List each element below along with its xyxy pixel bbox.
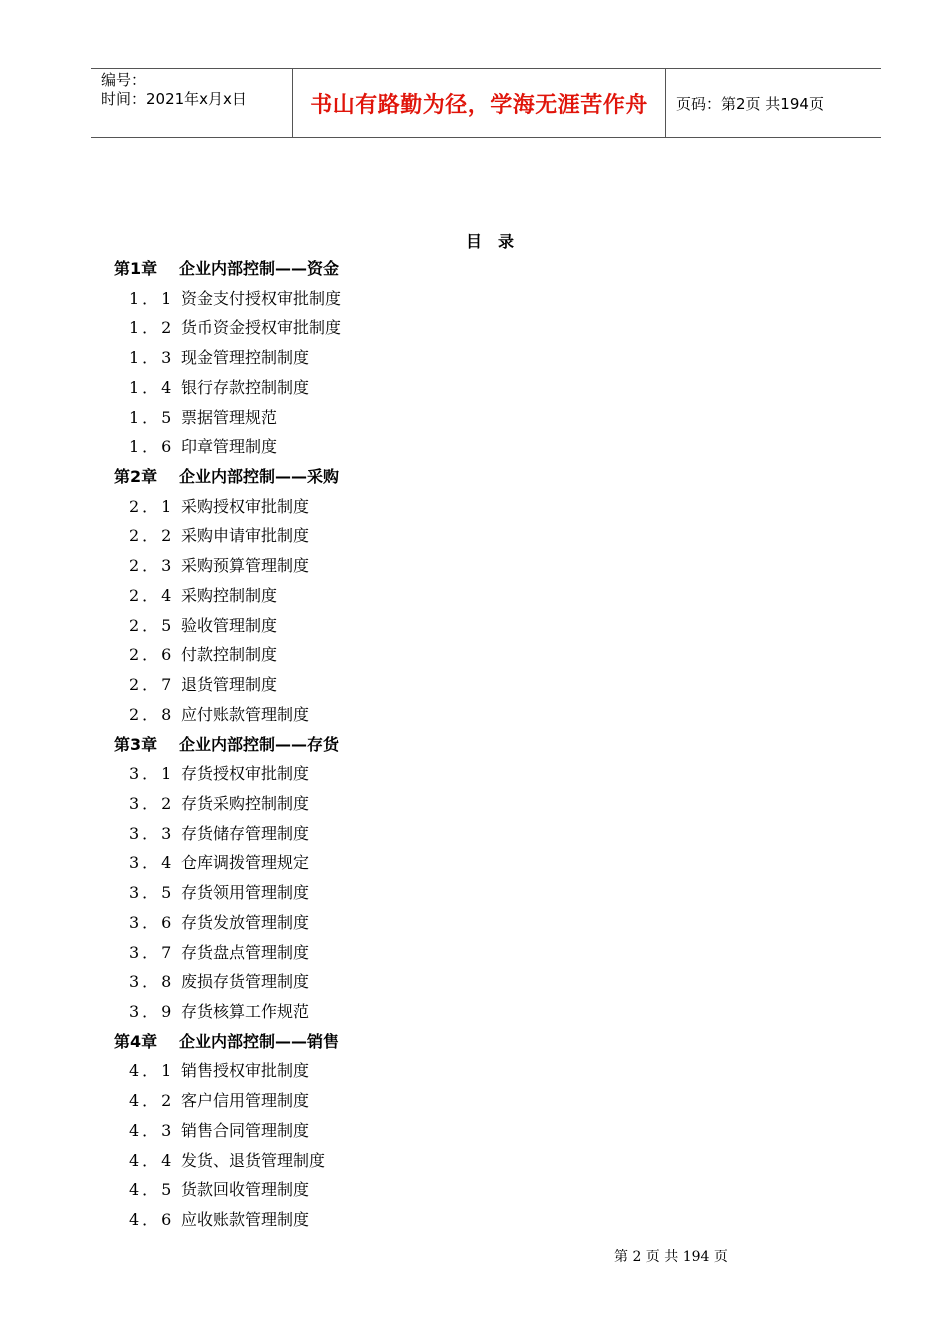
- section-number: 4．2: [129, 1091, 175, 1111]
- section-title: 货币资金授权审批制度: [181, 318, 342, 338]
- section-number: 2．5: [129, 615, 175, 635]
- toc-section[interactable]: [114, 403, 714, 433]
- section-number: 3．8: [129, 972, 175, 992]
- toc-title-text: 目 录: [465, 232, 514, 251]
- toc-title: [0, 229, 950, 252]
- section-title: 验收管理制度: [181, 615, 278, 635]
- toc-section[interactable]: [114, 1116, 714, 1146]
- section-number: 2．4: [129, 585, 175, 605]
- section-title: 采购申请审批制度: [181, 526, 310, 546]
- section-title: 存货核算工作规范: [181, 1001, 310, 1021]
- section-number: 4．5: [129, 1180, 175, 1200]
- section-number: 2．2: [129, 526, 175, 546]
- toc-section[interactable]: [114, 819, 714, 849]
- section-number: 2．1: [129, 496, 175, 516]
- toc-section[interactable]: [114, 908, 714, 938]
- section-title: 废损存货管理制度: [181, 972, 310, 992]
- section-title: 客户信用管理制度: [181, 1091, 310, 1111]
- toc-section[interactable]: [114, 581, 714, 611]
- toc-section[interactable]: [114, 878, 714, 908]
- toc-section[interactable]: [114, 1146, 714, 1176]
- section-title: 银行存款控制制度: [181, 377, 310, 397]
- toc-chapter[interactable]: [114, 462, 714, 492]
- section-number: 3．4: [129, 853, 175, 873]
- page-header: [91, 68, 881, 138]
- number-label: 编号：: [101, 71, 147, 89]
- toc-section[interactable]: [114, 492, 714, 522]
- section-title: 销售授权审批制度: [181, 1061, 310, 1081]
- toc-section[interactable]: [114, 1086, 714, 1116]
- toc-chapter[interactable]: [114, 730, 714, 760]
- toc-section[interactable]: [114, 700, 714, 730]
- toc-section[interactable]: [114, 373, 714, 403]
- time-label: 时间：2021年x月x日: [101, 90, 247, 108]
- toc-section[interactable]: [114, 670, 714, 700]
- section-number: 3．5: [129, 883, 175, 903]
- section-title: 退货管理制度: [181, 675, 278, 695]
- section-number: 3．6: [129, 912, 175, 932]
- section-title: 采购授权审批制度: [181, 496, 310, 516]
- section-number: 1．1: [129, 288, 175, 308]
- toc-section[interactable]: [114, 551, 714, 581]
- section-number: 3．2: [129, 793, 175, 813]
- toc-section[interactable]: [114, 1056, 714, 1086]
- section-number: 1．3: [129, 348, 175, 368]
- section-number: 1．4: [129, 377, 175, 397]
- section-title: 票据管理规范: [181, 407, 278, 427]
- chapter-title: 企业内部控制——采购: [179, 467, 340, 487]
- section-title: 销售合同管理制度: [181, 1120, 310, 1140]
- toc-section[interactable]: [114, 938, 714, 968]
- section-number: 1．2: [129, 318, 175, 338]
- toc-section[interactable]: [114, 848, 714, 878]
- section-title: 印章管理制度: [181, 437, 278, 457]
- section-title: 采购控制制度: [181, 585, 278, 605]
- section-number: 2．7: [129, 675, 175, 695]
- section-number: 1．5: [129, 407, 175, 427]
- section-title: 发货、退货管理制度: [181, 1150, 326, 1170]
- chapter-number: 第1章: [114, 259, 158, 278]
- toc-section[interactable]: [114, 284, 714, 314]
- page-label: 页码：第2页 共194页: [676, 94, 824, 113]
- header-meta: [91, 69, 293, 137]
- chapter-title: 企业内部控制——销售: [179, 1031, 340, 1051]
- toc-section[interactable]: [114, 1175, 714, 1205]
- page-footer: 第 2 页 共 194 页: [614, 1249, 728, 1265]
- header-page-cell: [666, 69, 881, 137]
- section-number: 2．8: [129, 704, 175, 724]
- toc-section[interactable]: [114, 611, 714, 641]
- chapter-number: 第3章: [114, 734, 158, 754]
- toc-section[interactable]: [114, 521, 714, 551]
- section-number: 2．6: [129, 645, 175, 665]
- toc-chapter[interactable]: [114, 1027, 714, 1057]
- section-number: 1．6: [129, 437, 175, 457]
- toc-section[interactable]: [114, 967, 714, 997]
- toc-section[interactable]: [114, 997, 714, 1027]
- section-title: 现金管理控制制度: [181, 348, 310, 368]
- section-title: 存货授权审批制度: [181, 764, 310, 784]
- header-motto-cell: [293, 69, 666, 137]
- toc-section[interactable]: [114, 640, 714, 670]
- section-number: 3．7: [129, 942, 175, 962]
- section-title: 存货采购控制制度: [181, 793, 310, 813]
- chapter-title: 企业内部控制——资金: [179, 259, 340, 278]
- section-title: 资金支付授权审批制度: [181, 288, 342, 308]
- toc-section[interactable]: [114, 1205, 714, 1235]
- section-number: 3．9: [129, 1001, 175, 1021]
- section-title: 存货领用管理制度: [181, 883, 310, 903]
- section-title: 货款回收管理制度: [181, 1180, 310, 1200]
- section-number: 3．3: [129, 823, 175, 843]
- section-number: 4．1: [129, 1061, 175, 1081]
- toc-section[interactable]: [114, 432, 714, 462]
- table-of-contents: [114, 254, 714, 1235]
- section-title: 付款控制制度: [181, 645, 278, 665]
- section-title: 存货储存管理制度: [181, 823, 310, 843]
- section-title: 应收账款管理制度: [181, 1210, 310, 1229]
- toc-section[interactable]: [114, 759, 714, 789]
- toc-section[interactable]: [114, 313, 714, 343]
- toc-section[interactable]: [114, 343, 714, 373]
- section-number: 2．3: [129, 556, 175, 576]
- chapter-number: 第2章: [114, 467, 158, 487]
- section-title: 存货盘点管理制度: [181, 942, 310, 962]
- section-number: 3．1: [129, 764, 175, 784]
- section-number: 4．4: [129, 1150, 175, 1170]
- toc-chapter[interactable]: [114, 254, 714, 284]
- toc-section[interactable]: [114, 789, 714, 819]
- section-title: 应付账款管理制度: [181, 704, 310, 724]
- chapter-title: 企业内部控制——存货: [179, 734, 340, 754]
- chapter-number: 第4章: [114, 1031, 158, 1051]
- section-number: 4．6: [129, 1210, 175, 1229]
- section-title: 采购预算管理制度: [181, 556, 310, 576]
- motto: 书山有路勤为径，学海无涯苦作舟: [310, 92, 648, 118]
- section-number: 4．3: [129, 1120, 175, 1140]
- section-title: 存货发放管理制度: [181, 912, 310, 932]
- section-title: 仓库调拨管理规定: [181, 853, 310, 873]
